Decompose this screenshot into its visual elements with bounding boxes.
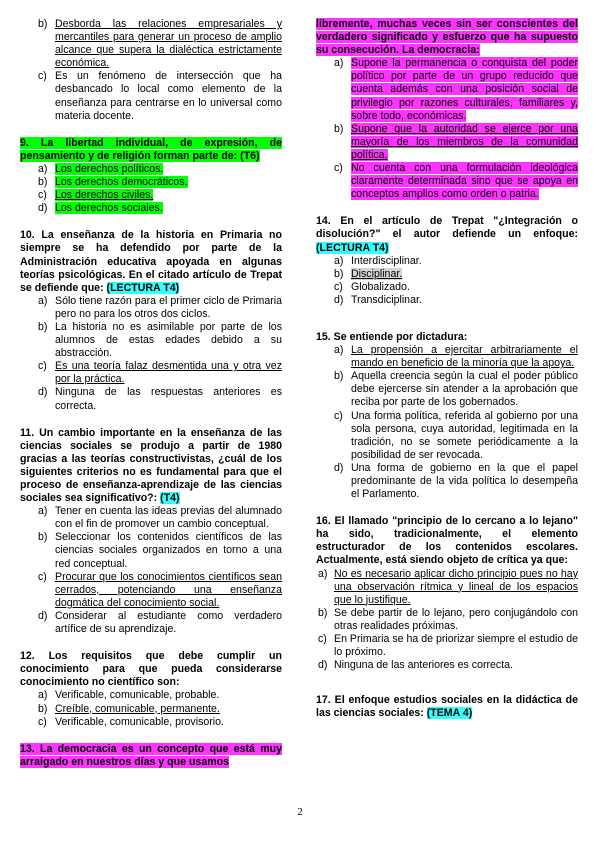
q9-option-b: b) Los derechos democráticos. [38,176,188,189]
q14-option-c: c) Globalizado. [334,280,410,293]
q16-options [316,568,578,673]
q8-option-b: b) Desborda las relaciones empresariales y mercantiles para generar un proceso de amplio alcance que supera la dialéctica estrictamente económica. [38,18,282,70]
q13-stem-start: 13. La democracia es un concepto que está muy arraigado en nuestros días y que usamos [20,742,282,768]
q10-option-a: a) Sólo tiene razón para el primer ciclo de Primaria pero no para los otros dos ciclos. [38,294,282,320]
q13-option-a: a) Supone la permanencia o conquista del poder político por parte de un grupo reducido que cuenta además con una posición social de privilegio por razones culturales, familiares y, sobre todo, económicas. [334,57,578,122]
q9-option-d: d) Los derechos sociales. [38,202,163,215]
q11-option-b: b) Seleccionar los contenidos científicos de las ciencias sociales organizados en torno a una red conceptual. [38,531,282,570]
right-column [316,18,578,721]
q14-tag: (LECTURA T4) [316,241,389,254]
q17-stem: 17. El enfoque estudios sociales en la didáctica de las ciencias sociales: (TEMA 4) [316,694,578,720]
q16-stem: 16. El llamado "principio de lo cercano a lo lejano" ha sido, tradicionalmente, el elemento estructurador de los contenidos escolares. Actualmente, está siendo objeto de crítica ya que: [316,515,578,567]
q13-option-b: b) Supone que la autoridad se ejerce por una mayoría de los miembros de la comunidad política. [334,122,578,161]
q15-option-d: d) Una forma de gobierno en la que el papel predominante de la vida política lo desempeña el Parlamento. [334,461,578,501]
q9-option-c: c) Los derechos civiles. [38,189,154,202]
q16-option-a: a) No es necesario aplicar dicho principio pues no hay una observación rítmica y lineal de los espacios que lo justifique. [318,567,578,606]
q12-stem: 12. Los requisitos que debe cumplir un conocimiento para que pueda considerarse conocimiento no científico son: [20,650,282,689]
q8-options [20,18,282,123]
q9-stem: 9. La libertad individual, de expresión, de pensamiento y de religión forman parte de: (T6) [20,136,282,162]
q10-option-d: d) Ninguna de las respuestas anteriores es correcta. [38,386,282,412]
q12-option-a: a) Verificable, comunicable, probable. [38,689,220,702]
q13-option-c: c) No cuenta con una formulación ideológica claramente determinada sino que se apoya en conceptos amplios como orden o patria. [334,162,578,201]
q13-stem-cont: libremente, muchas veces sin ser conscientes del verdadero significado y esfuerzo que ha supuesto su consecución. La democracia: [316,18,578,57]
q14-option-d: d) Transdiciplinar. [334,293,422,306]
q10-options [20,295,282,413]
q10-option-c: c) Es una teoría falaz desmentida una y otra vez por la práctica. [38,360,282,386]
q11-option-c: c) Procurar que los conocimientos científicos sean cerrados, potenciando una enseñanza dogmática del conocimiento social. [38,570,282,609]
q12-options [20,689,282,728]
q11-tag: (T4) [160,492,180,505]
q15-option-a: a) La propensión a ejercitar arbitrariamente el mando en beneficio de la minoría que la apoya. [334,344,578,370]
q13-options [316,57,578,201]
q14-option-a: a) Interdisciplinar. [334,254,422,267]
q12-option-b: b) Creíble, comunicable, permanente. [38,702,220,715]
q9-option-a: a) Los derechos políticos. [38,162,164,175]
q16-option-c: c) En Primaria se ha de priorizar siempre el estudio de lo próximo. [318,633,578,659]
q10-option-b: b) La historia no es asimilable por parte de los alumnos de estas edades debido a su abstracción. [38,320,282,360]
q9-options [20,163,282,215]
q10-stem: 10. La enseñanza de la historia en Primaria no siempre se ha defendido por parte de la Administración educativa apoyada en algunas teorías psicológicas. En el citado artículo de Trepat se defiende que: (LECTURA T4) [20,229,282,294]
q15-stem: 15. Se entiende por dictadura: [316,330,468,343]
q16-option-b: b) Se debe partir de lo lejano, pero conjugándolo con otras realidades próximas. [318,606,578,632]
q11-stem: 11. Un cambio importante en la enseñanza de las ciencias sociales se produjo a partir de 1980 gracias a las teorías constructivistas, ¿cuál de los siguientes criterios no es fundamental para que el proceso de enseñanza-aprendizaje de las ciencias sociales sea significativo?: (T4) [20,426,282,505]
q10-tag: (LECTURA T4) [106,281,180,294]
q16-option-d: d) Ninguna de las anteriores es correcta. [318,659,514,672]
q11-option-d: d) Considerar al estudiante como verdadero artífice de su aprendizaje. [38,609,282,636]
q8-option-c: c) Es un fenómeno de intersección que ha desbancado lo local como elemento de la enseñanza para centrarse en lo universal como materia docente. [38,70,282,122]
q11-options [20,505,282,636]
page-number: 2 [297,806,303,818]
q14-options [316,255,578,307]
q14-option-b: b) Disciplinar. [334,267,403,280]
q15-option-c: c) Una forma política, referida al gobierno por una sola persona, cuya autoridad, legitimada en la tradición, no se somete periódicamente a la posibilidad de ser revocada. [334,409,578,461]
q15-options [316,344,578,501]
q15-option-b: b) Aquella creencia según la cual el poder público debe ejercerse sin atender a la aprobación que reciba por parte de los gobernados. [334,370,578,409]
q12-option-c: c) Verificable, comunicable, provisorio. [38,715,224,728]
q17-tag: (TEMA 4) [426,707,473,720]
q11-option-a: a) Tener en cuenta las ideas previas del alumnado con el fin de promover un cambio conceptual. [38,505,282,531]
left-column [20,18,282,769]
q14-stem: 14. En el artículo de Trepat "¿Integración o disolución?" el autor defiende un enfoque: (LECTURA T4) [316,215,578,254]
